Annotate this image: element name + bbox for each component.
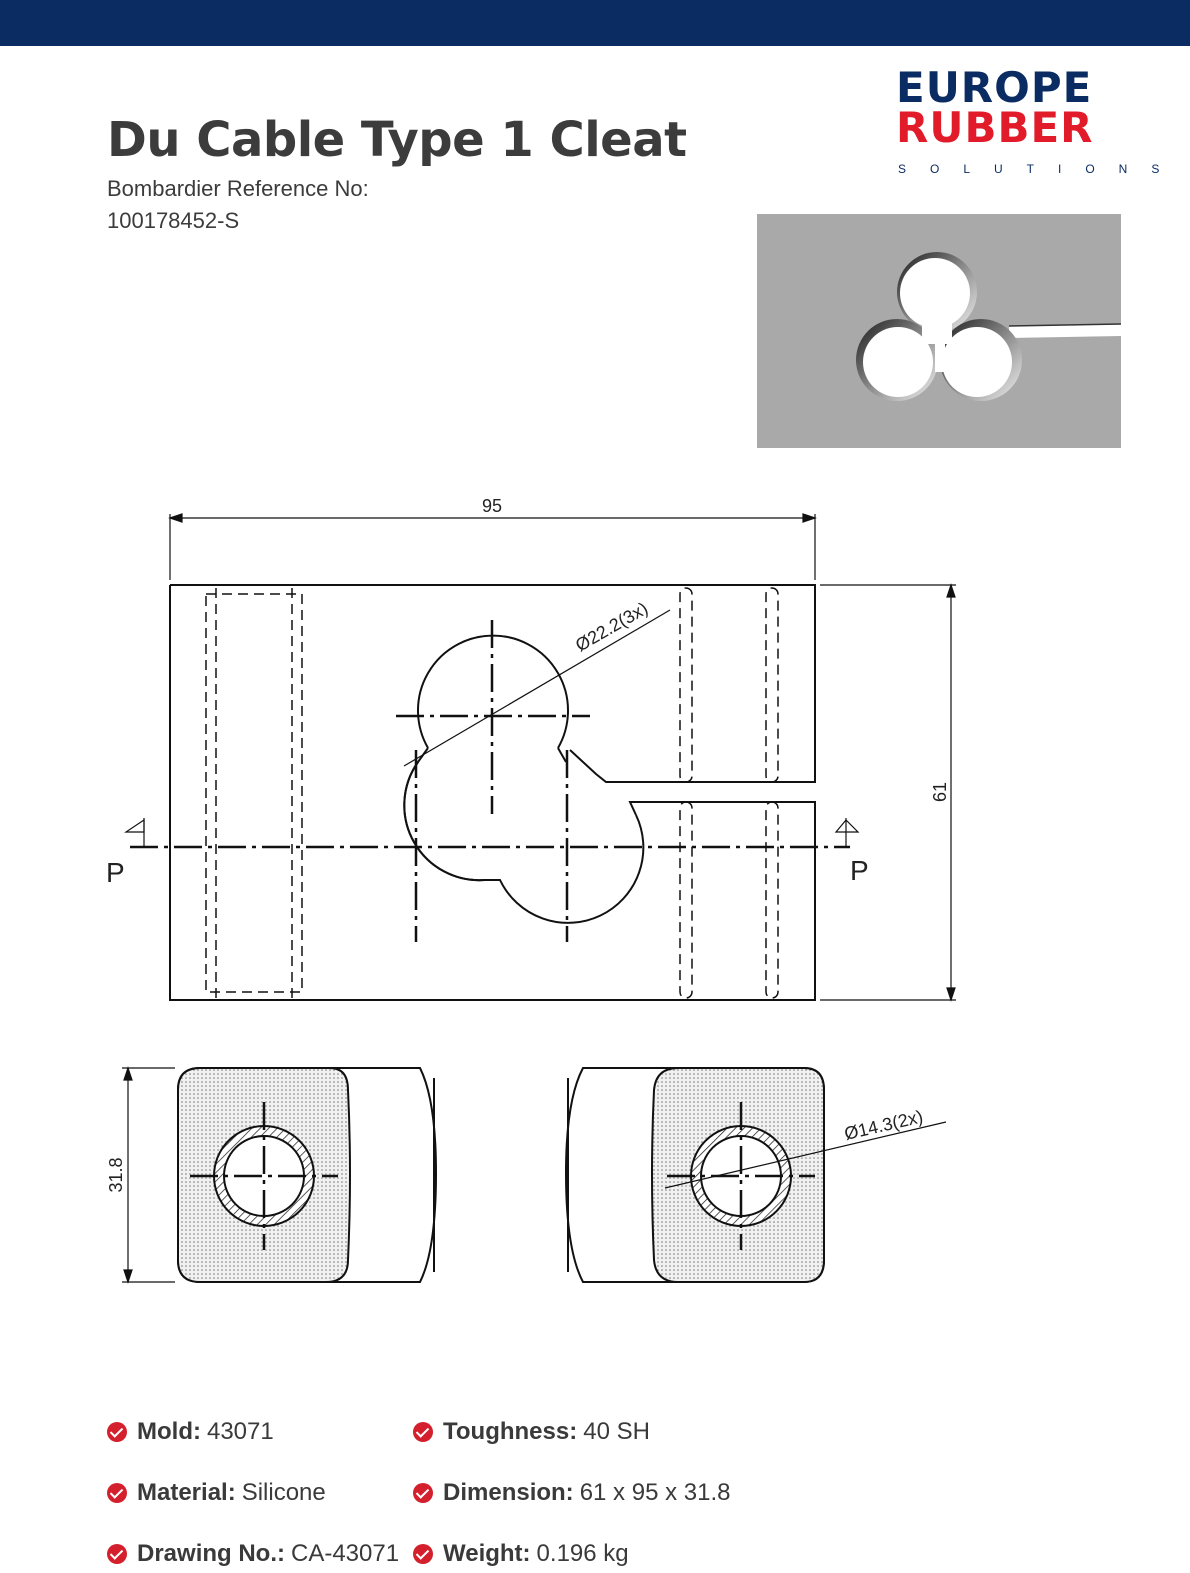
company-logo (896, 63, 1184, 180)
hole-diameter-label: Ø22.2(3x) (572, 598, 652, 656)
spec-label: Dimension: (443, 1479, 574, 1506)
section-mark-right: P (850, 855, 869, 886)
spec-value: 0.196 kg (536, 1540, 629, 1567)
spec-label: Material: (137, 1479, 236, 1506)
page-title: Du Cable Type 1 Cleat (107, 112, 687, 168)
width-dimension-label: 95 (481, 496, 503, 516)
thickness-dimension-label: 31.8 (106, 1157, 126, 1193)
check-icon (413, 1422, 433, 1442)
spec-item-material (107, 1479, 326, 1507)
reference-label: Bombardier Reference No: (107, 176, 369, 201)
spec-value: 43071 (206, 1418, 274, 1445)
logo-line-solutions: SOLUTIONS (898, 162, 1184, 176)
section-mark-left: P (106, 857, 125, 888)
bolt-hole-diameter-label: Ø14.3(2x) (842, 1106, 925, 1144)
height-dimension-label: 61 (930, 781, 950, 803)
logo-line-rubber: RUBBER (896, 103, 1094, 152)
check-icon (107, 1483, 127, 1503)
reference-number: 100178452-S (107, 208, 240, 233)
spec-label: Toughness: (443, 1418, 578, 1445)
check-icon (107, 1544, 127, 1564)
spec-label: Drawing No.: (137, 1540, 285, 1567)
logo-line-europe: EUROPE (896, 63, 1093, 112)
spec-item-toughness (413, 1418, 650, 1446)
spec-value: 40 SH (583, 1418, 650, 1445)
check-icon (107, 1422, 127, 1442)
check-icon (413, 1483, 433, 1503)
spec-label: Weight: (443, 1540, 531, 1567)
product-render-image (757, 214, 1121, 448)
spec-list (107, 1412, 1107, 1572)
spec-label: Mold: (137, 1418, 201, 1445)
spec-item-mold (107, 1418, 274, 1446)
check-icon (413, 1544, 433, 1564)
spec-value: 61 x 95 x 31.8 (579, 1479, 731, 1506)
spec-item-weight (413, 1540, 629, 1568)
spec-value: CA-43071 (291, 1540, 400, 1567)
spec-value: Silicone (241, 1479, 326, 1506)
spec-item-dimension (413, 1479, 730, 1507)
spec-item-drawing-no (107, 1540, 399, 1568)
top-banner (0, 0, 1190, 46)
technical-drawing (0, 480, 1190, 1310)
